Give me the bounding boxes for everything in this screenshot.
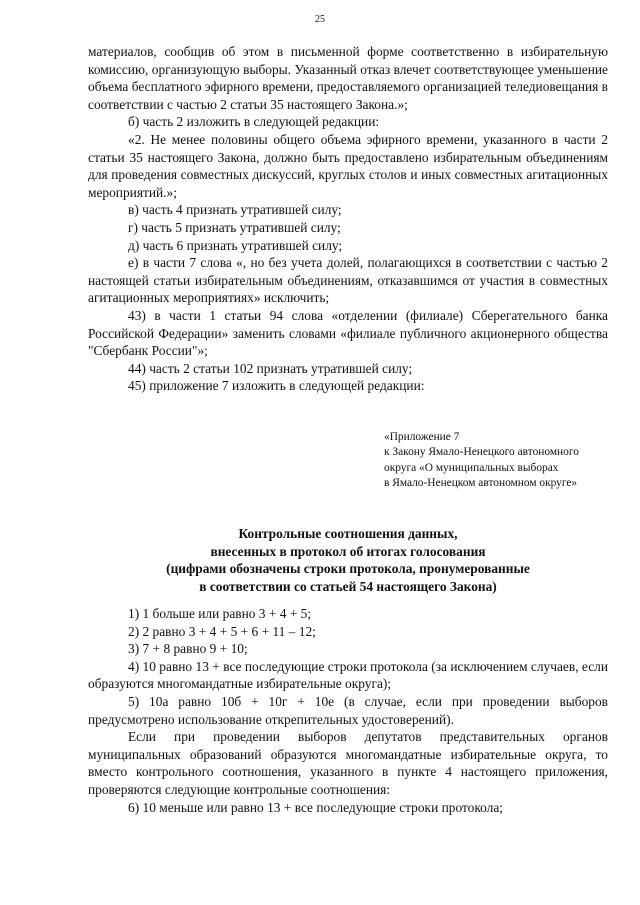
paragraph-item-g: г) часть 5 признать утратившей силу; [128, 219, 341, 235]
appendix-ref-line: к Закону Ямало-Ненецкого автономного [384, 446, 579, 459]
control-ratios-list [88, 605, 608, 816]
heading-line: внесенных в протокол об итогах голосования [210, 543, 486, 559]
list-item: 2) 2 равно 3 + 4 + 5 + 6 + 11 – 12; [128, 623, 316, 639]
list-item: 1) 1 больше или равно 3 + 4 + 5; [128, 606, 312, 621]
appendix-ref-line: «Приложение 7 [384, 431, 460, 443]
paragraph-item-45: 45) приложение 7 изложить в следующей редакции: [128, 378, 425, 394]
heading-line: (цифрами обозначены строки протокола, пронумерованные [166, 561, 530, 576]
paragraph-item-43: 43) в части 1 статьи 94 слова «отделении (филиале) Сберегательного банка Российской Федерации» заменить словами «филиале публичного акционерного общества "Сбербанк России"»; [88, 307, 608, 359]
appendix-ref-line: округа «О муниципальных выборах [384, 461, 559, 474]
paragraph-item-v: в) часть 4 признать утратившей силу; [128, 202, 342, 218]
appendix-ref-line: в Ямало-Ненецком автономном округе» [384, 477, 578, 490]
section-heading [88, 525, 608, 595]
list-item: 4) 10 равно 13 + все последующие строки протокола (за исключением случаев, если образуются многомандатные избирательные округа); [88, 658, 608, 692]
list-item: 5) 10а равно 10б + 10г + 10е (в случае, если при проведении выборов предусмотрено использование открепительных удостоверений). [88, 693, 608, 727]
paragraph-note: Если при проведении выборов депутатов представительных органов муниципальных образований образуются многомандатные избирательные округа, то вместо контрольного соотношения, указанного в пункте 4 настоящего приложения, проверяются следующие контрольные соотношения: [88, 729, 608, 797]
paragraph-item-b: б) часть 2 изложить в следующей редакции: [128, 114, 380, 130]
appendix-reference [384, 430, 624, 492]
list-item: 3) 7 + 8 равно 9 + 10; [128, 641, 248, 657]
page-number: 25 [315, 14, 325, 25]
heading-line: Контрольные соотношения данных, [238, 526, 458, 541]
paragraph-item-44: 44) часть 2 статьи 102 признать утратившей силу; [128, 360, 413, 376]
paragraph-item-e: е) в части 7 слова «, но без учета долей, полагающихся в соответствии с частью 2 настоящей статьи избирательным объединениям, отказавшимся от участия в совместных агитационных мероприятиях» исключить; [88, 255, 608, 306]
paragraph-item-d: д) часть 6 признать утратившей силу; [128, 237, 343, 253]
main-text [88, 43, 608, 395]
list-item: 6) 10 меньше или равно 13 + все последующие строки протокола; [128, 799, 504, 815]
heading-line: в соответствии со статьей 54 настоящего Закона) [199, 578, 497, 594]
paragraph-continuation: материалов, сообщив об этом в письменной форме соответственно в избирательную комиссию, организующую выборы. Указанный отказ влечет соответствующее уменьшение объема бесплатного эфирного времени, предоставляемого организацией теледиовещания в соответствии с частью 2 статьи 35 настоящего Закона.»; [88, 44, 608, 112]
paragraph-quote-part-2: «2. Не менее половины общего объема эфирного времени, указанного в части 2 статьи 35 настоящего Закона, должно быть предоставлено избирательным объединениям для проведения совместных дискуссий, круглых столов и иных совместных агитационных мероприятий.»; [88, 131, 608, 200]
